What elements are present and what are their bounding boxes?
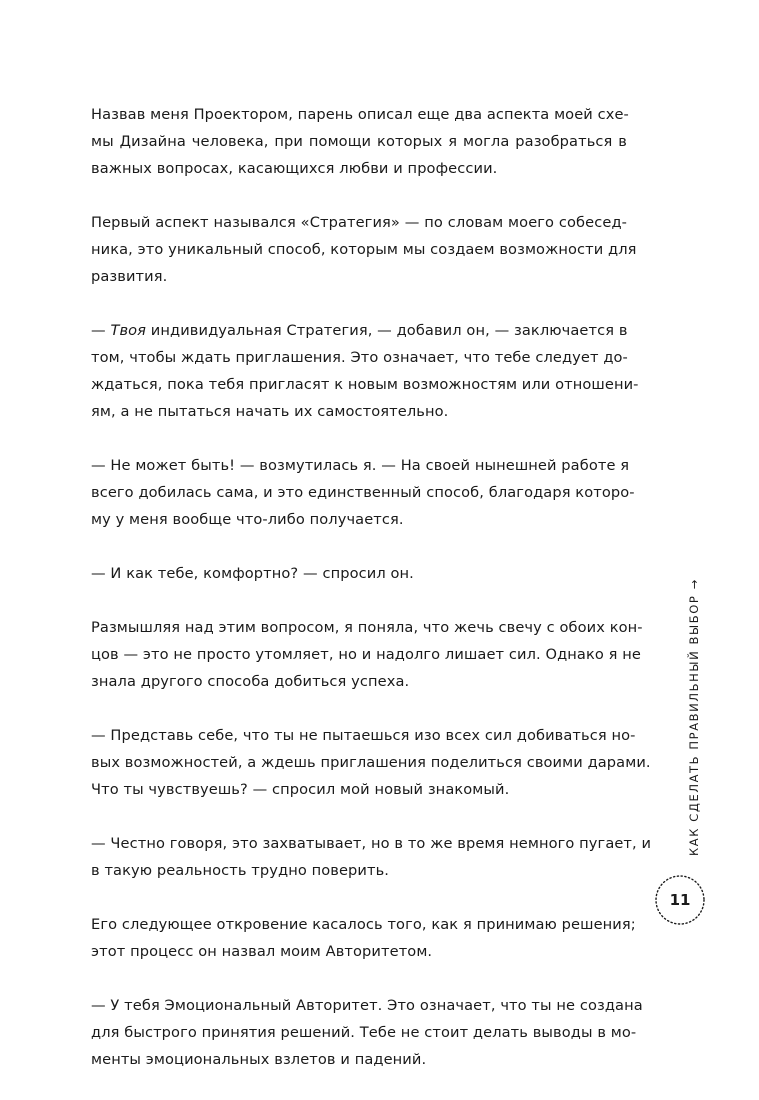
text-line — [91, 776, 627, 803]
text-line — [91, 1019, 637, 1046]
text-segment: — Честно говоря, это захватывает, но в то же время немного пугает, и — [91, 835, 652, 852]
text-segment: му у меня вообще что-либо получается. — [91, 511, 404, 528]
text-line — [91, 749, 651, 776]
text-line — [91, 830, 652, 857]
paragraph — [91, 101, 627, 182]
text-segment: — Не может быть! — возмутилась я. — На своей нынешней работе я — [91, 457, 630, 474]
running-head — [669, 576, 701, 856]
text-line — [91, 398, 627, 425]
paragraph — [91, 209, 637, 290]
text-segment: Размышляя над этим вопросом, я поняла, что жечь свечу с обоих кон- — [91, 619, 643, 636]
text-line — [91, 128, 627, 155]
page-number-badge — [654, 874, 706, 926]
text-segment: менты эмоциональных взлетов и падений. — [91, 1051, 427, 1068]
text-line — [91, 641, 641, 668]
text-line — [91, 263, 627, 290]
paragraph — [91, 830, 652, 884]
text-line — [91, 479, 635, 506]
text-line — [91, 452, 630, 479]
emphasis-text: Твоя — [110, 322, 147, 339]
paragraph — [91, 911, 636, 965]
text-segment: важных вопросах, касающихся любви и профессии. — [91, 160, 498, 177]
text-segment: для быстрого принятия решений. Тебе не стоит делать выводы в мо- — [91, 1024, 637, 1041]
text-segment: — У тебя Эмоциональный Авторитет. Это означает, что ты не создана — [91, 997, 643, 1014]
text-segment: Первый аспект назывался «Стратегия» — по словам моего собесед- — [91, 214, 627, 231]
text-segment: Что ты чувствуешь? — спросил мой новый знакомый. — [91, 781, 510, 798]
text-line — [91, 857, 627, 884]
text-line — [91, 911, 636, 938]
text-line — [91, 506, 627, 533]
text-segment: ждаться, пока тебя пригласят к новым возможностям или отношени- — [91, 376, 639, 393]
text-line — [91, 371, 639, 398]
text-line — [91, 209, 627, 236]
text-segment: ника, это уникальный способ, которым мы создаем возможности для — [91, 241, 637, 258]
text-segment: ям, а не пытаться начать их самостоятельно. — [91, 403, 449, 420]
paragraph — [91, 317, 639, 425]
text-segment: этот процесс он назвал моим Авторитетом. — [91, 943, 433, 960]
text-segment: Его следующее откровение касалось того, как я принимаю решения; — [91, 916, 636, 933]
running-head-text: КАК СДЕЛАТЬ ПРАВИЛЬНЫЙ ВЫБОР → — [687, 578, 701, 856]
text-line — [91, 992, 643, 1019]
paragraph — [91, 614, 643, 695]
text-segment: в такую реальность трудно поверить. — [91, 862, 390, 879]
text-line — [91, 1046, 627, 1073]
text-line — [91, 668, 627, 695]
text-segment: всего добилась сама, и это единственный способ, благодаря которо- — [91, 484, 635, 501]
text-segment: — Представь себе, что ты не пытаешься изо всех сил добиваться но- — [91, 727, 636, 744]
text-segment: вых возможностей, а ждешь приглашения поделиться своими дарами. — [91, 754, 651, 771]
paragraph — [91, 992, 643, 1073]
text-line — [91, 560, 627, 587]
text-segment: — — [91, 322, 111, 339]
text-line — [91, 101, 627, 128]
text-segment: том, чтобы ждать приглашения. Это означает, что тебе следует до- — [91, 349, 628, 366]
paragraph — [91, 560, 627, 587]
text-line — [91, 317, 627, 344]
text-segment: знала другого способа добиться успеха. — [91, 673, 410, 690]
text-line — [91, 236, 637, 263]
paragraph — [91, 722, 651, 803]
text-segment: мы Дизайна человека, при помощи которых я могла разобраться в — [91, 133, 627, 150]
text-line — [91, 614, 643, 641]
page-number: 11 — [669, 891, 691, 909]
text-segment: индивидуальная Стратегия, — добавил он, — заключается в — [146, 322, 628, 339]
text-line — [91, 722, 636, 749]
paragraph — [91, 452, 635, 533]
text-line — [91, 938, 627, 965]
text-segment: Назвав меня Проектором, парень описал еще два аспекта моей схе- — [91, 106, 629, 123]
body-text — [91, 101, 652, 1100]
text-segment: — И как тебе, комфортно? — спросил он. — [91, 565, 414, 582]
text-segment: цов — это не просто утомляет, но и надолго лишает сил. Однако я не — [91, 646, 641, 663]
text-line — [91, 155, 627, 182]
text-segment: развития. — [91, 268, 168, 285]
text-line — [91, 344, 627, 371]
